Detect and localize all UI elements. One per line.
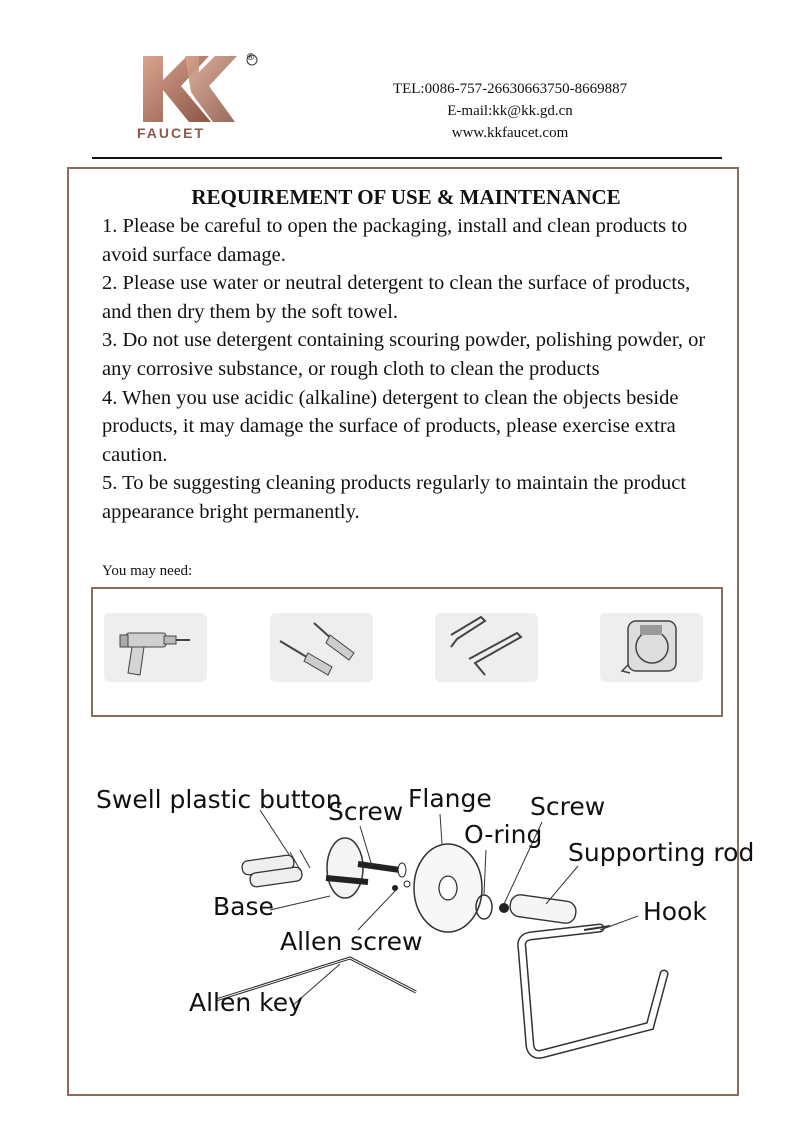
tool-tile-drill [104,613,207,682]
drill-icon [104,613,207,682]
list-item: 4. When you use acidic (alkaline) detergent to clean the objects beside products, it may damage the surface of products, please exercise extra caution. [102,386,679,466]
tool-tile-screwdrivers [270,613,373,682]
base-drawing [327,838,363,898]
label-screw: Screw [328,797,404,826]
header-divider [92,157,722,159]
label-flange: Flange [408,784,492,813]
label-screw-2: Screw [530,792,606,821]
contact-website: www.kkfaucet.com [451,125,569,141]
supporting-rod-drawing [509,894,577,925]
tape-measure-icon [600,613,703,682]
label-allen-key: Allen key [189,988,303,1017]
screwdriver-icon [270,613,373,682]
allen-key-icon [435,613,538,682]
list-item: 5. To be suggesting cleaning products regularly to maintain the product appearance bright permanently. [102,472,687,523]
list-item: 2. Please use water or neutral detergent to clean the surface of products, and then dry them by the soft towel. [102,272,691,323]
registered-mark: ® [247,52,255,63]
contact-email: E-mail:kk@kk.gd.cn [447,103,573,119]
label-allen-screw: Allen screw [280,927,423,956]
label-o-ring: O-ring [464,820,543,849]
list-item: 3. Do not use detergent containing scouring powder, polishing powder, or any corrosive substance, or rough cloth to clean the products [102,329,706,380]
label-supporting-rod: Supporting rod [568,838,755,867]
section-title: REQUIREMENT OF USE & MAINTENANCE [191,185,621,209]
hook-drawing [522,926,664,1054]
logo-wordmark: FAUCET [137,125,205,141]
maintenance-list [102,212,718,527]
swell-plastic-button-drawing [241,850,310,888]
list-item: 1. Please be careful to open the packaging, install and clean products to avoid surface damage. [102,215,688,266]
label-hook: Hook [643,897,707,926]
tools-heading: You may need: [102,563,193,579]
tool-tile-allen-keys [435,613,538,682]
allen-screw-drawing [392,885,398,891]
label-base: Base [213,892,274,921]
label-swell-plastic-button: Swell plastic button [96,785,342,814]
flange-drawing [414,844,482,932]
screw-2-drawing [499,903,509,913]
contact-block [330,78,690,144]
tool-tile-tape-measure [600,613,703,682]
contact-tel: TEL:0086-757-26630663750-8669887 [392,81,628,97]
